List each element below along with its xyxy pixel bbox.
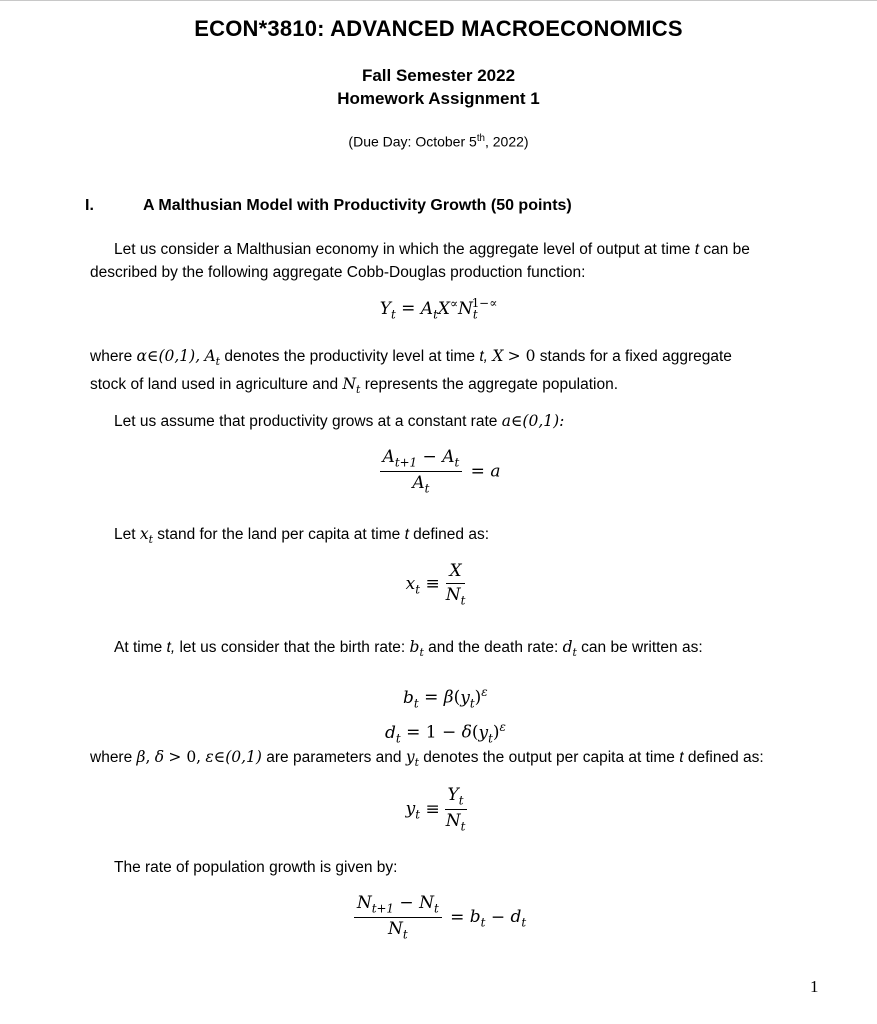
semester: Fall Semester 2022 bbox=[361, 66, 516, 85]
section-number: I. bbox=[85, 197, 94, 214]
equation-output-per-capita: $y_t$ ≡ $\frac{Y_t}{N_t}$ bbox=[405, 785, 466, 834]
equation-population-growth: $\frac{N_{t+1} - N_t}{N_t}$ = $b_t - d_t$ bbox=[0, 894, 877, 942]
equation-productivity-growth: $\frac{A_{t+1} - A_t}{A_t}$ = a bbox=[0, 448, 877, 496]
due-date: (Due Day: October 5th, 2022) bbox=[348, 133, 529, 150]
top-border-line bbox=[0, 0, 877, 1]
course-title: ECON*3810: ADVANCED MACROECONOMICS bbox=[194, 16, 683, 41]
paragraph-parameters: where β, δ > 0, ε∈(0,1) are parameters and $y_t$ denotes the output per capita at time t defined as: bbox=[90, 748, 764, 770]
paragraph-intro: Let us consider a Malthusian economy in which the aggregate level of output at time t can be described by the following aggregate Cobb-Douglas production function: bbox=[90, 241, 750, 281]
equation-land-per-capita: $x_t$ ≡ $\frac{X}{N_t}$ bbox=[405, 561, 466, 608]
equation-production-function: $Y_t = A_tX^\propto N_t^{1-\propto}$ bbox=[379, 296, 498, 322]
paragraph-definitions: where α∈(0,1), $A_t$ denotes the productivity level at time t, X > 0 stands for a fixed aggregate stock of land used in agriculture and $N_t$ represents the aggregate population. bbox=[90, 347, 732, 397]
assignment-title: Homework Assignment 1 bbox=[337, 89, 540, 108]
paragraph-population-growth: The rate of population growth is given by: bbox=[114, 859, 398, 876]
paragraph-productivity-growth: Let us assume that productivity grows at a constant rate a∈(0,1): bbox=[114, 412, 565, 430]
section-title: A Malthusian Model with Productivity Growth (50 points) bbox=[143, 197, 572, 214]
paragraph-land-per-capita: Let $x_t$ stand for the land per capita at time t defined as: bbox=[114, 525, 490, 547]
paragraph-birth-death-rates: At time t, let us consider that the birth rate: $b_t$ and the death rate: $d_t$ can be written as: bbox=[114, 638, 703, 660]
page-number: 1 bbox=[810, 977, 819, 996]
equation-birth-death: $b_t = \beta(y_t)^\varepsilon$ $d_t = 1 - \delta(y_t)^\varepsilon$ bbox=[385, 685, 506, 746]
